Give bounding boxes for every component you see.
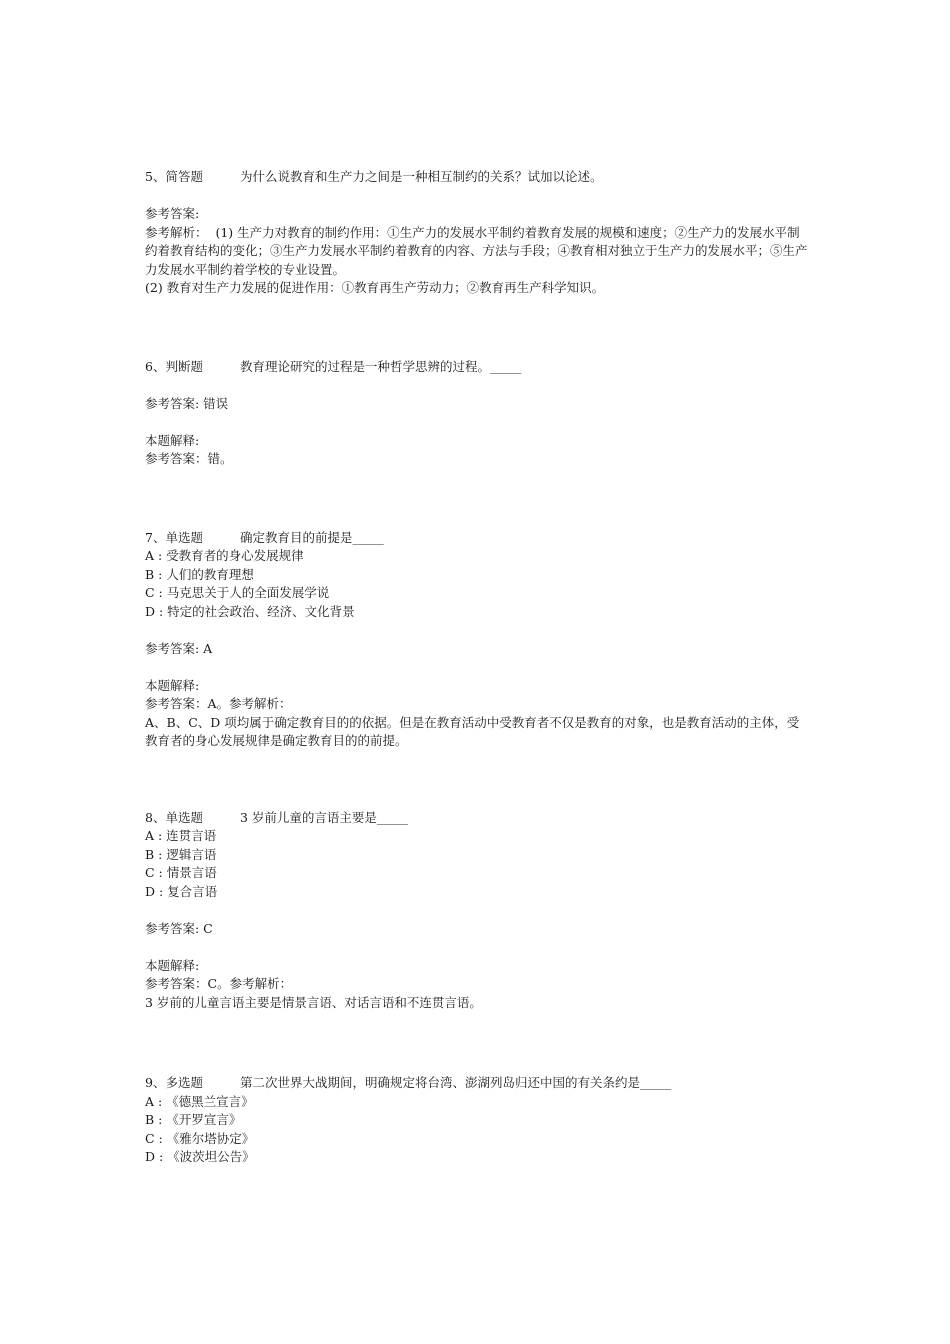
question-prompt: 确定教育目的前提是_____ xyxy=(240,529,384,545)
explain-label: 本题解释: xyxy=(145,677,200,693)
explain-label: 本题解释: xyxy=(145,957,200,973)
exam-document xyxy=(145,168,810,1167)
analysis-text: 参考答案：错。 xyxy=(145,451,233,466)
question-5 xyxy=(145,168,810,298)
analysis-text: 参考答案：A。参考解析： xyxy=(145,696,292,711)
option-d: D : 特定的社会政治、经济、文化背景 xyxy=(145,603,355,619)
question-type-label: 7、单选题 xyxy=(145,529,203,545)
question-type-label: 9、多选题 xyxy=(145,1075,203,1090)
option-a: A : 受教育者的身心发展规律 xyxy=(145,548,304,563)
option-a: A : 《德黑兰宣言》 xyxy=(145,1093,254,1109)
question-prompt: 教育理论研究的过程是一种哲学思辨的过程。_____ xyxy=(240,358,522,374)
question-type-label: 5、简答题 xyxy=(145,169,203,184)
analysis-text: A、B、C、D 项均属于确定教育目的的依据。但是在教育活动中受教育者不仅是教育的对象，也是教育活动的主体，受教育者的身心发展规律是确定教育目的的前提。 xyxy=(145,714,800,748)
analysis-text: 参考解析： (1) 生产力对教育的制约作用：①生产力的发展水平制约着教育发展的规模和速度；②生产力的发展水平制约着教育结构的变化；③生产力发展水平制约着教育的内容、方法与手段；④教育相对独立于生产力的发展水平；⑤生产力发展水平制约着学校的专业设置。 xyxy=(145,224,808,277)
option-c: C : 马克思关于人的全面发展学说 xyxy=(145,585,330,600)
question-prompt: 为什么说教育和生产力之间是一种相互制约的关系？试加以论述。 xyxy=(240,169,603,184)
option-c: C : 《雅尔塔协定》 xyxy=(145,1130,255,1146)
analysis-text: (2) 教育对生产力发展的促进作用：①教育再生产劳动力；②教育再生产科学知识。 xyxy=(145,280,605,295)
answer-label: 参考答案: xyxy=(145,206,200,221)
option-c: C : 情景言语 xyxy=(145,865,217,880)
answer-label: 参考答案: 错误 xyxy=(145,395,229,411)
question-8 xyxy=(145,809,810,1013)
option-b: B : 逻辑言语 xyxy=(145,846,217,862)
option-b: B : 《开罗宣言》 xyxy=(145,1112,242,1127)
answer-label: 参考答案: C xyxy=(145,920,213,936)
question-6 xyxy=(145,358,810,469)
question-prompt: 第二次世界大战期间，明确规定将台湾、澎湖列岛归还中国的有关条约是_____ xyxy=(240,1075,672,1090)
option-d: D : 《波茨坦公告》 xyxy=(145,1149,255,1164)
question-header xyxy=(145,358,810,377)
option-b: B : 人们的教育理想 xyxy=(145,566,254,582)
option-d: D : 复合言语 xyxy=(145,883,218,899)
answer-label: 参考答案: A xyxy=(145,640,213,656)
question-header xyxy=(145,168,810,187)
question-7 xyxy=(145,529,810,751)
option-a: A : 连贯言语 xyxy=(145,828,217,843)
explain-label: 本题解释: xyxy=(145,432,200,448)
question-header xyxy=(145,809,810,828)
question-9 xyxy=(145,1074,810,1167)
question-type-label: 8、单选题 xyxy=(145,809,203,825)
question-type-label: 6、判断题 xyxy=(145,358,203,374)
analysis-text: 参考答案：C。参考解析： xyxy=(145,976,293,991)
question-header xyxy=(145,1074,810,1093)
question-prompt: 3 岁前儿童的言语主要是_____ xyxy=(240,809,409,825)
analysis-text: 3 岁前的儿童言语主要是情景言语、对话言语和不连贯言语。 xyxy=(145,994,482,1010)
question-header xyxy=(145,529,810,548)
